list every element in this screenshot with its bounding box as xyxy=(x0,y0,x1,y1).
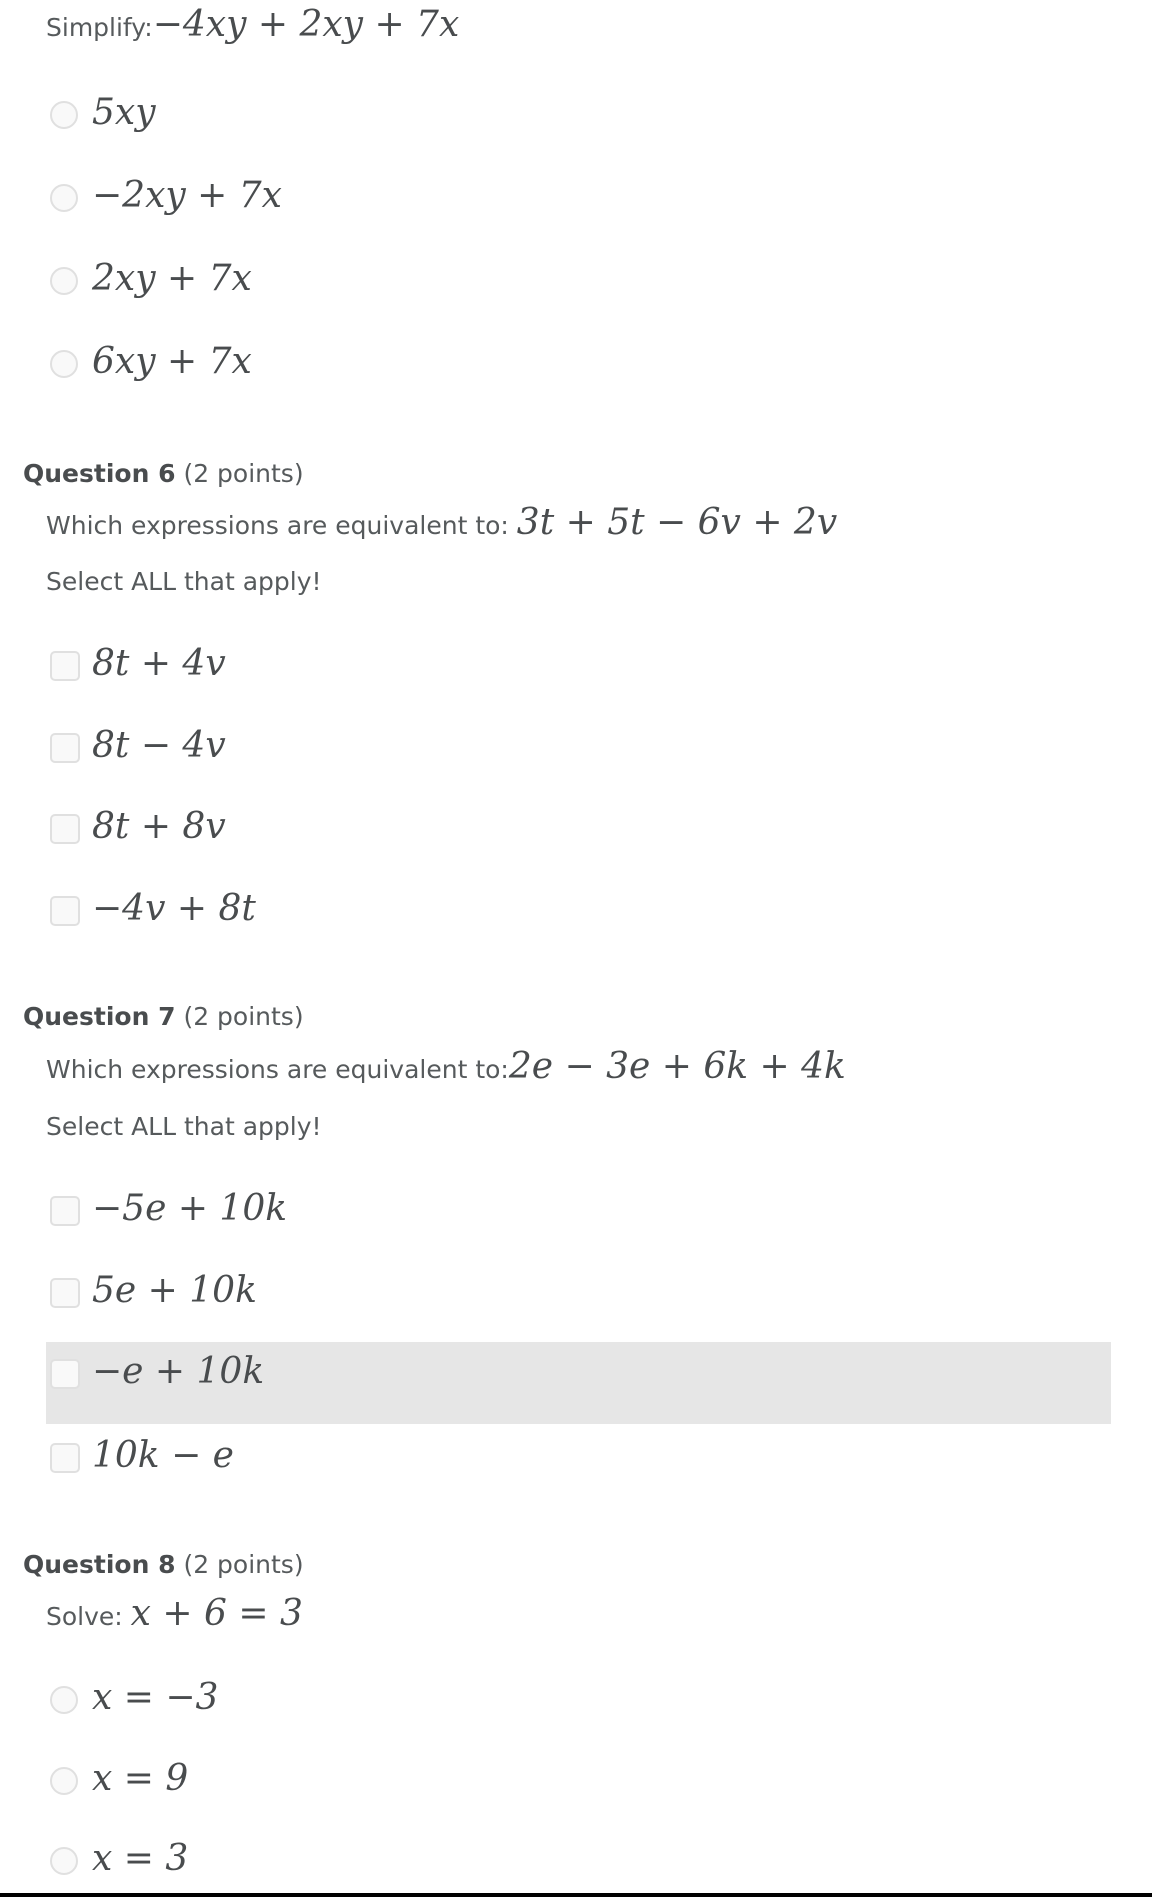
bottom-border xyxy=(0,1893,1152,1897)
option-label: 6xy + 7x xyxy=(92,341,252,382)
q6-option-4[interactable] xyxy=(46,868,1111,950)
question-title: Question 8 xyxy=(23,1550,176,1579)
checkbox[interactable] xyxy=(50,814,80,844)
q7-prompt-expression: 2e − 3e + 6k + 4k xyxy=(508,1046,846,1087)
checkbox[interactable] xyxy=(50,733,80,763)
option-label: −2xy + 7x xyxy=(92,175,282,216)
question-points: (2 points) xyxy=(183,1550,304,1579)
option-label: 5e + 10k xyxy=(92,1270,257,1311)
q7-instruction: Select ALL that apply! xyxy=(46,1112,322,1141)
checkbox[interactable] xyxy=(50,651,80,681)
q6-option-1[interactable] xyxy=(46,623,1111,705)
checkbox[interactable] xyxy=(50,1443,80,1473)
option-label: 8t + 4v xyxy=(92,643,226,684)
option-label: 2xy + 7x xyxy=(92,258,252,299)
question-points: (2 points) xyxy=(183,1002,304,1031)
radio-button[interactable] xyxy=(50,1847,78,1875)
q6-prompt-label: Which expressions are equivalent to: xyxy=(46,511,509,540)
option-label: 8t − 4v xyxy=(92,725,226,766)
radio-button[interactable] xyxy=(50,184,78,212)
q6-header xyxy=(23,459,304,488)
q6-prompt-expression: 3t + 5t − 6v + 2v xyxy=(516,502,838,543)
q5-option-4[interactable] xyxy=(46,321,1111,403)
q5-prompt-expression: −4xy + 2xy + 7x xyxy=(152,4,460,45)
q5-option-3[interactable] xyxy=(46,238,1111,320)
option-label: −4v + 8t xyxy=(92,888,256,929)
q7-option-1[interactable] xyxy=(46,1168,1111,1250)
q6-option-2[interactable] xyxy=(46,705,1111,787)
q7-option-2[interactable] xyxy=(46,1250,1111,1332)
q5-prompt xyxy=(46,4,459,45)
checkbox[interactable] xyxy=(50,1196,80,1226)
radio-button[interactable] xyxy=(50,1767,78,1795)
radio-button[interactable] xyxy=(50,350,78,378)
question-title: Question 6 xyxy=(23,459,176,488)
q7-option-4[interactable] xyxy=(46,1415,1111,1497)
checkbox[interactable] xyxy=(50,1278,80,1308)
q5-option-2[interactable] xyxy=(46,155,1111,237)
q6-option-3[interactable] xyxy=(46,786,1111,868)
question-title: Question 7 xyxy=(23,1002,176,1031)
q7-prompt xyxy=(46,1046,846,1087)
q5-prompt-label: Simplify: xyxy=(46,13,153,42)
q8-option-3[interactable] xyxy=(46,1818,1111,1897)
q7-option-3[interactable] xyxy=(46,1342,1111,1424)
q5-option-1[interactable] xyxy=(46,72,1111,154)
q7-header xyxy=(23,1002,304,1031)
option-label: 10k − e xyxy=(92,1435,234,1476)
option-label: x = 9 xyxy=(92,1758,189,1799)
q8-prompt-expression: x + 6 = 3 xyxy=(130,1593,303,1634)
option-label: x = −3 xyxy=(92,1677,219,1718)
q6-prompt xyxy=(46,502,837,543)
q8-prompt xyxy=(46,1593,303,1634)
option-label: −e + 10k xyxy=(92,1351,265,1392)
checkbox[interactable] xyxy=(50,1359,80,1389)
q8-prompt-label: Solve: xyxy=(46,1602,123,1631)
question-points: (2 points) xyxy=(183,459,304,488)
radio-button[interactable] xyxy=(50,267,78,295)
q8-header xyxy=(23,1550,304,1579)
option-label: 5xy xyxy=(92,92,156,133)
option-label: −5e + 10k xyxy=(92,1188,288,1229)
checkbox[interactable] xyxy=(50,896,80,926)
q7-prompt-label: Which expressions are equivalent to: xyxy=(46,1055,509,1084)
radio-button[interactable] xyxy=(50,101,78,129)
option-label: 8t + 8v xyxy=(92,806,226,847)
option-label: x = 3 xyxy=(92,1838,189,1879)
q8-option-2[interactable] xyxy=(46,1738,1111,1820)
q8-option-1[interactable] xyxy=(46,1657,1111,1739)
q6-instruction: Select ALL that apply! xyxy=(46,567,322,596)
radio-button[interactable] xyxy=(50,1686,78,1714)
